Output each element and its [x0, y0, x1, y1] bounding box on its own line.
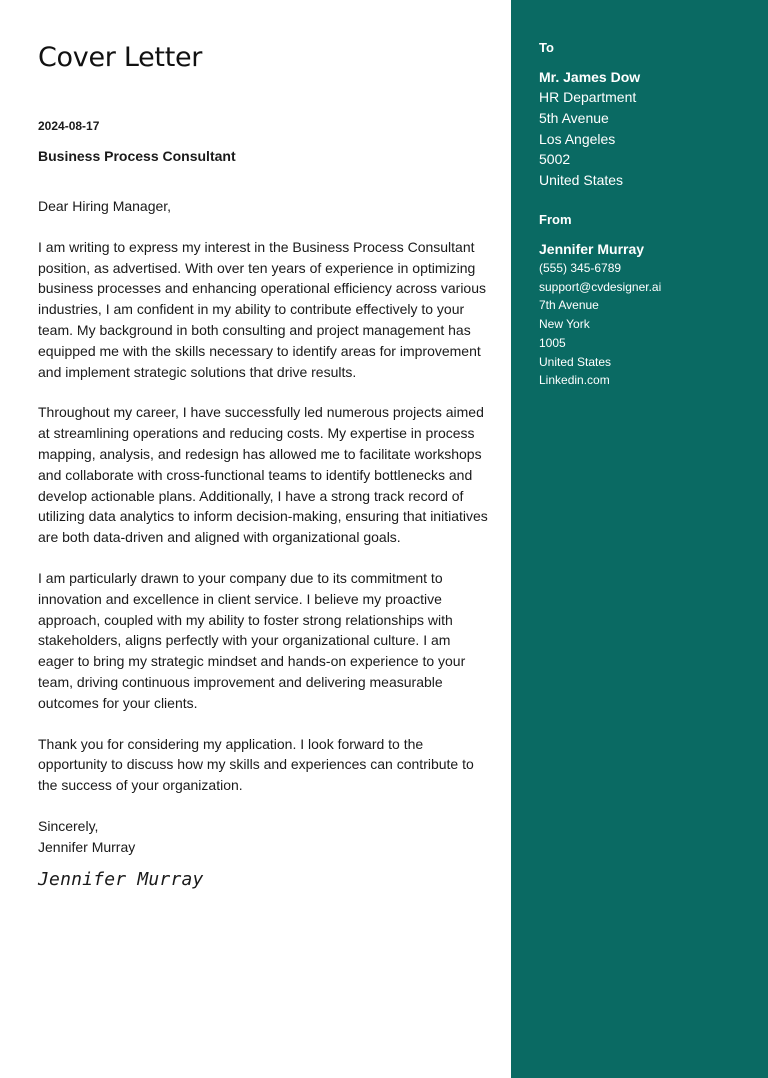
letter-body [38, 40, 488, 892]
recipient-city: Los Angeles [539, 130, 616, 147]
contact-sidebar [511, 0, 768, 1078]
page-title: Cover Letter [38, 42, 203, 73]
paragraph-2: Throughout my career, I have successfully led numerous projects aimed at streamlining operations and reducing costs. My expertise in process mapping, analysis, and redesign has allowed me to facilitate workshops and collaborate with cross-functional teams to identify bottlenecks and develop actionable plans. Additionally, I have a strong track record of utilizing data analytics to inform decision-making, ensuring that initiatives are both data-driven and aligned with organizational goals. [38, 404, 488, 546]
recipient-name: Mr. James Dow [539, 69, 641, 85]
closing-name: Jennifer Murray [38, 838, 136, 855]
recipient-country: United States [539, 172, 624, 189]
signature: Jennifer Murray [38, 868, 204, 890]
paragraph-3: I am particularly drawn to your company due to its commitment to innovation and excellence in client service. I believe my proactive approach, coupled with my ability to foster strong relationships with stakeholders, aligns perfectly with your organizational culture. I am eager to bring my strategic mindset and hands-on experience to your team, driving continuous improvement and delivering measurable outcomes for your clients. [38, 569, 466, 711]
closing-block [38, 816, 488, 858]
closing-phrase: Sincerely, [38, 817, 99, 834]
sender-email: support@cvdesigner.ai [539, 279, 662, 294]
sender-linkedin: Linkedin.com [539, 373, 610, 388]
letter-date: 2024-08-17 [38, 119, 100, 133]
sender-zip: 1005 [539, 335, 566, 350]
sender-phone: (555) 345-6789 [539, 260, 622, 275]
sender-city: New York [539, 317, 590, 332]
paragraph-1: I am writing to express my interest in the Business Process Consultant position, as advertised. With over ten years of experience in optimizing business processes and enhancing operational efficiency across various industries, I am confident in my ability to contribute effectively to your team. My background in both consulting and project management has equipped me with the skills necessary to identify areas for improvement and implement strategic solutions that drive results. [38, 238, 487, 380]
sender-name: Jennifer Murray [539, 240, 645, 257]
paragraph-4: Thank you for considering my application. I look forward to the opportunity to discuss how my skills and experiences can contribute to the success of your organization. [38, 735, 474, 794]
greeting: Dear Hiring Manager, [38, 198, 172, 214]
recipient-street: 5th Avenue [539, 109, 609, 126]
recipient-department: HR Department [539, 89, 637, 105]
from-heading: From [539, 211, 572, 227]
sender-street: 7th Avenue [539, 298, 599, 313]
contact-details [539, 39, 754, 390]
to-heading: To [539, 40, 554, 55]
position-title: Business Process Consultant [38, 148, 236, 164]
sender-country: United States [539, 354, 612, 369]
recipient-zip: 5002 [539, 151, 571, 168]
